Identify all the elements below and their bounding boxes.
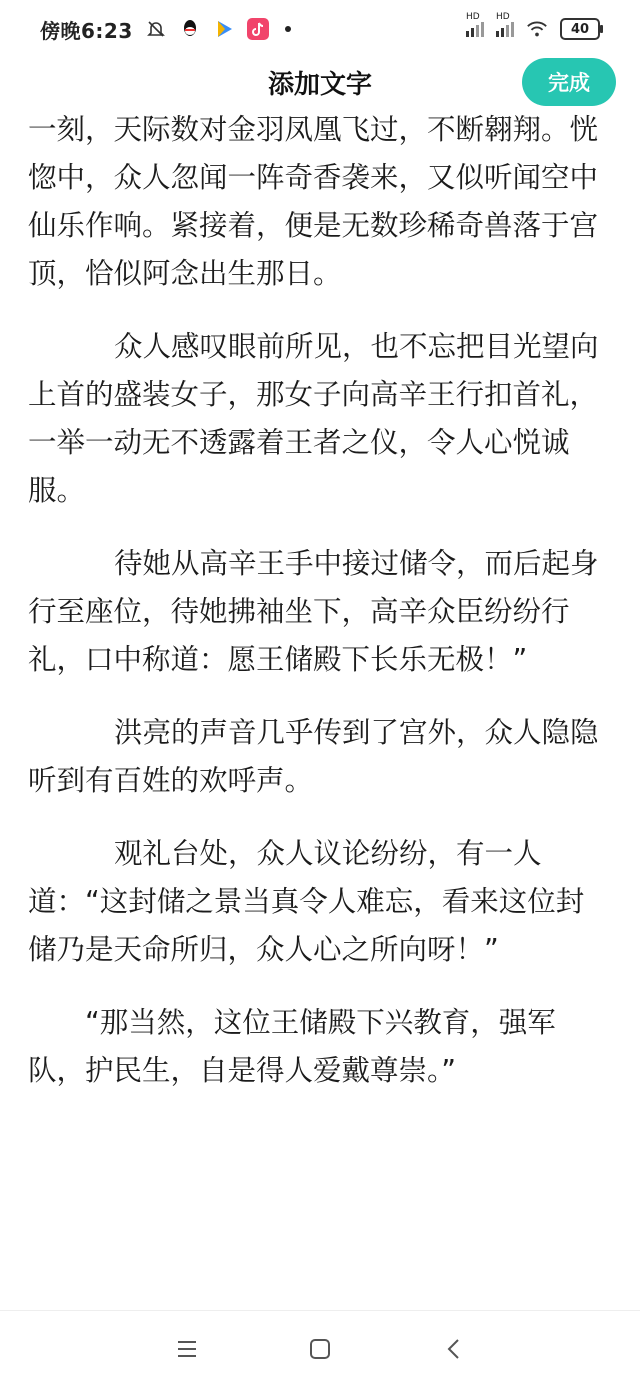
signal-label: HD	[466, 11, 480, 22]
tiktok-icon	[247, 18, 269, 40]
menu-icon[interactable]	[165, 1327, 209, 1371]
text-editor[interactable]	[28, 106, 612, 1120]
paragraph: 洪亮的声音几乎传到了宫外，众人隐隐听到有百姓的欢呼声。	[28, 716, 599, 797]
home-icon[interactable]	[298, 1327, 342, 1371]
paragraph: 众人感叹眼前所见，也不忘把目光望向上首的盛装女子，那女子向高辛王行扣首礼，一举一动无不透露着王者之仪，令人心悦诚服。	[28, 330, 599, 507]
play-icon	[213, 18, 235, 40]
battery-indicator: 40	[560, 18, 600, 40]
notification-dot	[285, 26, 291, 32]
wifi-icon	[526, 18, 548, 40]
signal-label-2: HD	[496, 11, 510, 22]
done-button[interactable]: 完成	[522, 58, 616, 106]
back-icon[interactable]	[431, 1327, 475, 1371]
status-bar	[0, 0, 640, 58]
paragraph: 待她从高辛王手中接过储令，而后起身行至座位，待她拂袖坐下，高辛众臣纷纷行礼，口中称道：愿王储殿下长乐无极！”	[28, 547, 599, 676]
qq-icon	[179, 18, 201, 40]
signal-icon-2	[496, 11, 514, 37]
bell-off-icon	[145, 18, 167, 40]
paragraph: “那当然，这位王储殿下兴教育，强军队，护民生，自是得人爱戴尊崇。”	[28, 1006, 556, 1087]
signal-icon	[466, 11, 484, 37]
page-title: 添加文字	[267, 70, 372, 100]
navigation-bar	[0, 1310, 640, 1387]
title-bar	[0, 58, 640, 106]
paragraph: 一刻，天际数对金羽凤凰飞过，不断翱翔。恍惚中，众人忽闻一阵奇香袭来，又似听闻空中仙乐作响。紧接着，便是无数珍稀奇兽落于宫顶，恰似阿念出生那日。	[28, 113, 599, 290]
status-time: 傍晚6:23	[40, 18, 133, 43]
paragraph: 观礼台处，众人议论纷纷，有一人道：“这封储之景当真令人难忘，看来这位封储乃是天命所归，众人心之所向呀！”	[28, 837, 585, 966]
